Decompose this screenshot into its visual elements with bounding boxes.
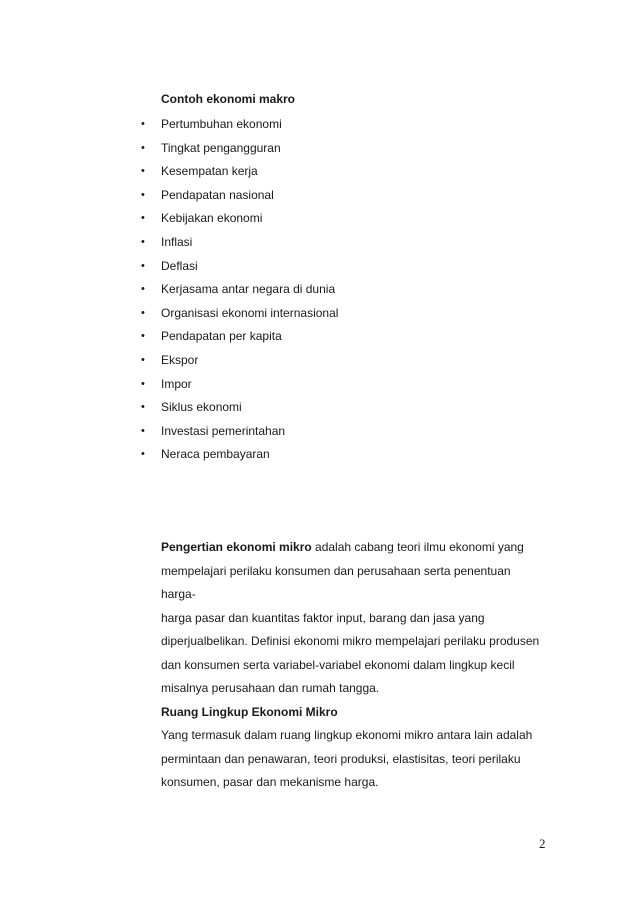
list-item-text: Inflasi [161, 234, 193, 249]
list-item [0, 302, 638, 326]
paragraph-line: permintaan dan penawaran, teori produksi, elastisitas, teori perilaku [161, 751, 521, 766]
bullet-icon: • [141, 330, 145, 343]
list-item-text: Pendapatan per kapita [161, 329, 282, 344]
micro-definition-paragraph [161, 536, 541, 701]
list-item [0, 160, 638, 184]
paragraph-line: misalnya perusahaan dan rumah tangga. [161, 681, 380, 695]
scope-heading: Ruang Lingkup Ekonomi Mikro [161, 704, 338, 719]
list-item [0, 278, 638, 302]
list-item-text: Deflasi [161, 258, 198, 273]
list-item-text: Ekspor [161, 352, 199, 367]
list-item [0, 443, 638, 467]
list-item [0, 113, 638, 137]
list-item [0, 325, 638, 349]
bullet-icon: • [141, 259, 145, 272]
list-item-text: Neraca pembayaran [161, 447, 270, 462]
list-item [0, 231, 638, 255]
paragraph-line: harga pasar dan kuantitas faktor input, barang dan jasa yang [161, 610, 485, 625]
paragraph-line: diperjualbelikan. Definisi ekonomi mikro mempelajari perilaku produsen [161, 634, 540, 648]
bullet-icon: • [141, 448, 145, 461]
bullet-icon: • [141, 377, 145, 390]
list-item-text: Kebijakan ekonomi [161, 211, 263, 226]
list-item-text: Kesempatan kerja [161, 164, 258, 179]
bullet-icon: • [141, 235, 145, 248]
bullet-icon: • [141, 424, 145, 437]
list-item [0, 207, 638, 231]
list-item [0, 184, 638, 208]
list-item-text: Kerjasama antar negara di dunia [161, 282, 336, 297]
list-item-text: Tingkat pengangguran [161, 140, 281, 155]
micro-economics-section [161, 536, 541, 795]
macro-examples-list [0, 113, 638, 467]
list-item-text: Pendapatan nasional [161, 187, 274, 202]
list-item-text: Organisasi ekonomi internasional [161, 305, 339, 320]
paragraph-line: konsumen, pasar dan mekanisme harga. [161, 775, 379, 789]
list-item [0, 373, 638, 397]
list-item-text: Siklus ekonomi [161, 400, 242, 415]
bullet-icon: • [141, 353, 145, 366]
bullet-icon: • [141, 165, 145, 178]
paragraph-line: mempelajari perilaku konsumen dan perusahaan serta penentuan harga- [161, 563, 511, 601]
bullet-icon: • [141, 306, 145, 319]
macro-examples-heading: Contoh ekonomi makro [161, 92, 296, 106]
bullet-icon: • [141, 141, 145, 154]
list-item-text: Investasi pemerintahan [161, 423, 286, 438]
list-item [0, 349, 638, 373]
bullet-icon: • [141, 188, 145, 201]
paragraph-line: Yang termasuk dalam ruang lingkup ekonomi mikro antara lain adalah [161, 728, 533, 742]
list-item-text: Pertumbuhan ekonomi [161, 117, 282, 131]
bullet-icon: • [141, 283, 145, 296]
bullet-icon: • [141, 212, 145, 225]
paragraph-line: dan konsumen serta variabel-variabel ekonomi dalam lingkup kecil [161, 657, 515, 672]
bullet-icon: • [141, 401, 145, 414]
list-item [0, 420, 638, 444]
paragraph-line: adalah cabang teori ilmu ekonomi yang [311, 540, 524, 554]
list-item [0, 396, 638, 420]
list-item [0, 255, 638, 279]
scope-paragraph [161, 724, 541, 795]
list-item-text: Impor [161, 376, 192, 391]
definition-term: Pengertian ekonomi mikro [161, 540, 312, 554]
list-item [0, 137, 638, 161]
bullet-icon: • [141, 118, 145, 130]
page-number: 2 [539, 836, 546, 851]
